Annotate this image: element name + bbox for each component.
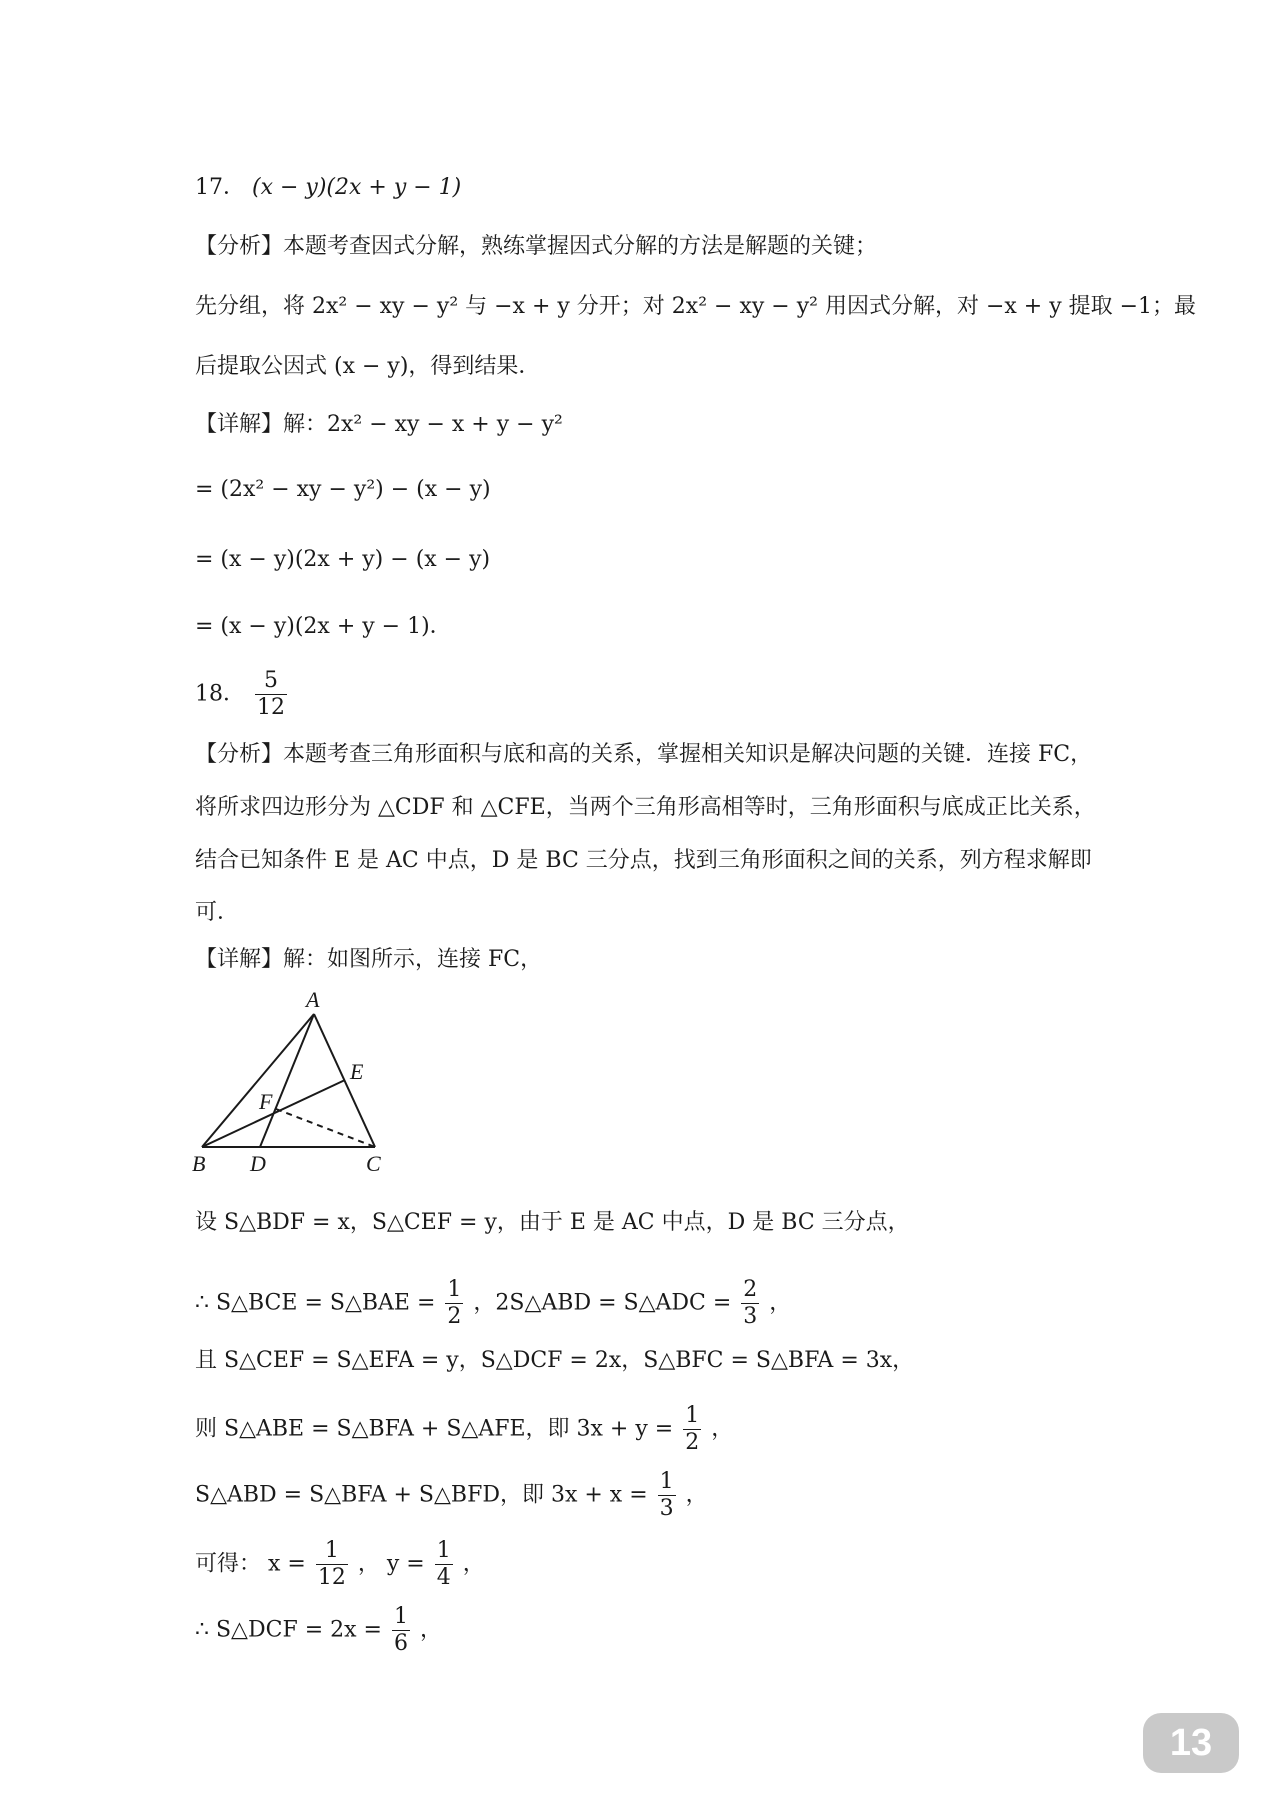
equation-line-4	[195, 1469, 708, 1522]
equation-text: 可得： x =	[195, 1551, 306, 1577]
equation-text: ，	[462, 1551, 485, 1577]
segment-ad	[260, 1014, 314, 1147]
fraction	[658, 1469, 676, 1522]
detail-line: 【详解】解：如图所示，连接 FC，	[195, 947, 543, 972]
label-c: C	[366, 1151, 381, 1175]
fraction-numerator: 1	[685, 1403, 700, 1428]
detail-line: 【详解】解：2x² − xy − x + y − y²	[195, 412, 563, 437]
label-d: D	[250, 1151, 266, 1175]
fraction-denominator: 6	[393, 1631, 408, 1656]
label-a: A	[306, 987, 320, 1012]
fraction	[392, 1604, 410, 1657]
fraction	[445, 1277, 463, 1330]
fraction-denominator: 3	[743, 1304, 758, 1329]
equation-text: S△ABD = S△BFA + S△BFD，即 3x + x =	[195, 1482, 648, 1508]
fraction-numerator: 1	[393, 1604, 408, 1629]
fraction-numerator: 2	[743, 1277, 758, 1302]
fraction-denominator: 2	[685, 1430, 700, 1455]
fraction-numerator: 1	[447, 1277, 462, 1302]
equation-text: ，	[711, 1416, 734, 1442]
analysis-line: 【分析】本题考查因式分解，熟练掌握因式分解的方法是解题的关键；	[195, 234, 878, 259]
analysis-line: 【分析】本题考查三角形面积与底和高的关系，掌握相关知识是解决问题的关键．连接 FC，	[195, 742, 1093, 767]
equation-text: ∴ S△DCF = 2x =	[195, 1617, 382, 1643]
fraction	[435, 1538, 453, 1591]
fraction-denominator: 12	[257, 695, 285, 720]
label-e: E	[350, 1059, 364, 1084]
label-b: B	[192, 1151, 206, 1175]
analysis-line: 先分组，将 2x² − xy − y² 与 −x + y 分开；对 2x² − xy − y² 用因式分解，对 −x + y 提取 −1；最	[195, 294, 1197, 319]
equation-text: ，	[769, 1290, 792, 1316]
fraction-denominator: 4	[436, 1565, 451, 1590]
equation-line-6	[195, 1604, 442, 1657]
detail-line: = (x − y)(2x + y − 1)．	[195, 614, 452, 639]
problem-number: 17．	[195, 175, 245, 200]
label-f: F	[259, 1089, 273, 1114]
fraction-numerator: 1	[436, 1538, 451, 1563]
fraction-numerator: 1	[659, 1469, 674, 1494]
set-variables-line: 设 S△BDF = x，S△CEF = y，由于 E 是 AC 中点，D 是 BC 三分点，	[195, 1210, 910, 1235]
equation-line-1	[195, 1277, 791, 1330]
detail-line: = (2x² − xy − y²) − (x − y)	[195, 477, 491, 502]
triangle-figure	[188, 985, 398, 1175]
fraction-denominator: 3	[659, 1496, 674, 1521]
fraction	[741, 1277, 759, 1330]
problem-number: 18．	[195, 681, 245, 707]
equation-text: ，2S△ABD = S△ADC =	[473, 1290, 732, 1316]
analysis-line: 将所求四边形分为 △CDF 和 △CFE，当两个三角形高相等时，三角形面积与底成正比关系，	[195, 795, 1096, 820]
problem-answer: (x − y)(2x + y − 1)	[252, 175, 462, 200]
fraction-denominator: 12	[317, 1565, 346, 1590]
equation-line-3	[195, 1403, 733, 1456]
problem-18-header	[195, 668, 290, 721]
equation-text: ，	[685, 1482, 708, 1508]
side-ab	[202, 1014, 314, 1147]
fraction-denominator: 2	[447, 1304, 462, 1329]
equation-text: ， y =	[357, 1551, 425, 1577]
equation-line-5	[195, 1538, 485, 1591]
detail-line: = (x − y)(2x + y) − (x − y)	[195, 547, 491, 572]
page-number-badge: 13	[1143, 1713, 1239, 1773]
equation-text: ，	[419, 1617, 442, 1643]
fraction-numerator: 1	[316, 1538, 348, 1565]
problem-17-header	[195, 173, 461, 203]
analysis-line: 后提取公因式 (x − y)，得到结果．	[195, 354, 541, 379]
equation-text: ∴ S△BCE = S△BAE =	[195, 1290, 436, 1316]
analysis-line: 可．	[195, 900, 240, 925]
fraction-numerator: 5	[255, 668, 287, 695]
fraction	[316, 1538, 348, 1591]
equation-line-2: 且 S△CEF = S△EFA = y，S△DCF = 2x，S△BFC = S△BFA = 3x，	[195, 1348, 915, 1373]
fraction	[683, 1403, 701, 1456]
answer-fraction	[255, 668, 287, 721]
segment-be	[202, 1080, 345, 1147]
equation-text: 则 S△ABE = S△BFA + S△AFE，即 3x + y =	[195, 1416, 674, 1442]
analysis-line: 结合已知条件 E 是 AC 中点，D 是 BC 三分点，找到三角形面积之间的关系，列方程求解即	[195, 848, 1092, 873]
